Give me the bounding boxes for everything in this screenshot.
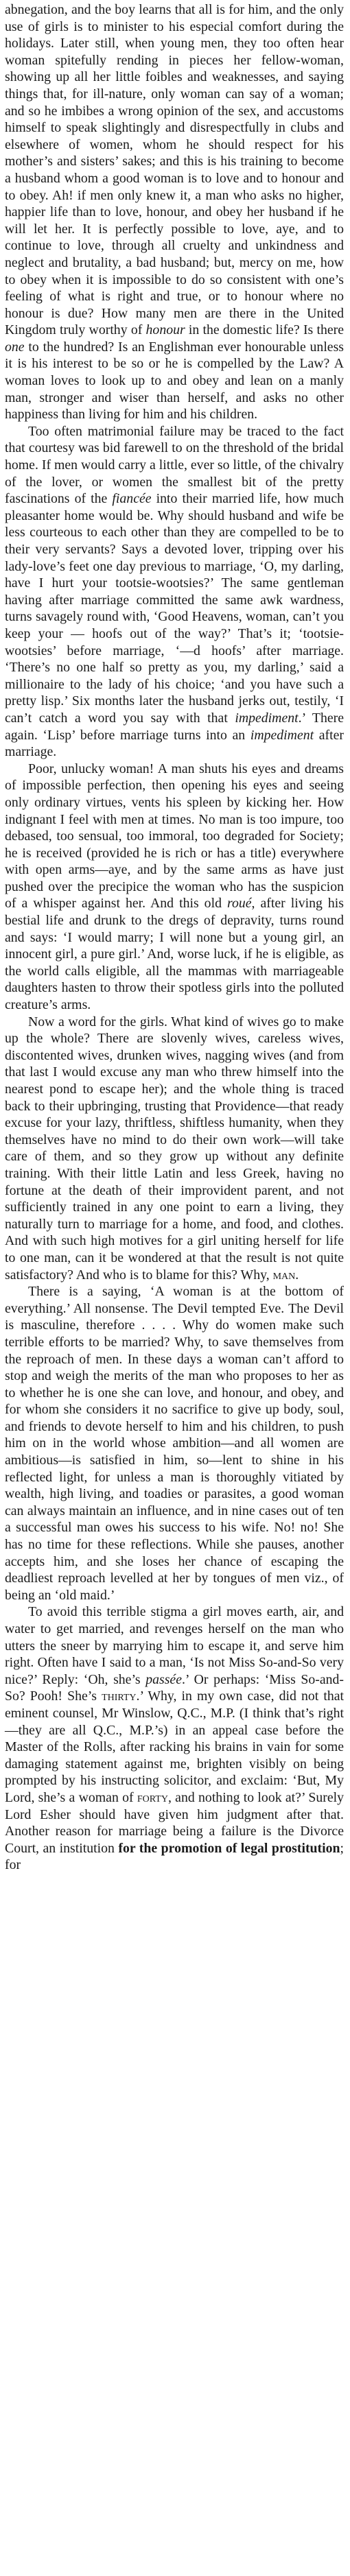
article-body: [5, 1, 344, 1874]
article-paragraph: There is a saying, ‘A woman is at the bottom of everything.’ All nonsense. The Devil tempted Eve. The Devil is masculine, therefore . . . . Why do women make such terrible efforts to be married? Why, to save themselves from the reproach of men. In these days a woman can’t afford to stop and weigh the merits of the man who proposes to her as to whether he is one she can love, and honour, and obey, and for whom she considers it no sacrifice to give up body, soul, and friends to devote herself to him and his children, to push him on in the world whose ambition—and all women are ambitious—is satisfied in him, so—lent to shine in his reflected light, for unless a man is thoroughly vitiated by wealth, high living, and toadies or parasites, a good woman can always maintain an influence, and in nine cases out of ten a successful man owes his success to his wife. No! no! She has no time for these reflections. While she pauses, another accepts him, and she loses her chance of escaping the deadliest reproach levelled at her by tongues of men viz., of being an ‘old maid.’: [5, 1284, 344, 1603]
article-paragraph: abnegation, and the boy learns that all is for him, and the only use of girls is to minister to his especial comfort during the holidays. Later still, when young men, they too often hear woman spitefully rending in pieces her fellow-woman, showing up all her little foibles and weaknesses, and saying things that, for ill-nature, only woman can say of a woman; and so he imbibes a wrong opinion of the sex, and accustoms himself to speak slightingly and disrespectfully in clubs and elsewhere of women, whom he should respect for his mother’s and sisters’ sakes; and this is his training to become a husband whom a good woman is to love and to honour and to obey. Ah! if men only knew it, a man who asks no higher, happier life than to love, honour, and obey her husband if he will let her. It is perfectly possible to love, aye, and to continue to love, through all cruelty and unkindness and neglect and brutality, a bad husband; but, mercy on me, how to obey when it is impossible to do so consistent with one’s feeling of what is right and true, or to honour where no honour is due? How many men are there in the United Kingdom truly worthy of honour in the domestic life? Is there one to the hundred? Is an Englishman ever honourable unless it is his interest to be so or he is compelled by the Law? A woman loves to look up to and obey and lean on a manly man, stronger and wiser than herself, and asks no other happiness than living for him and his children.: [5, 2, 344, 422]
article-paragraph: Too often matrimonial failure may be traced to the fact that courtesy was bid farewell to on the threshold of the bridal home. If men would carry a little, ever so little, of the chivalry of the lover, or women the smallest bit of the pretty fascinations of the fiancée into their married life, how much pleasanter home would be. Why should husband and wife be less courteous to each other than they are compelled to be to their very servants? Says a devoted lover, tripping over his lady-love’s feet one day previous to marriage, ‘O, my darling, have I hurt your tootsie-wootsies?’ The same gentleman having after marriage committed the same awk wardness, turns savagely round with, ‘Good Heavens, woman, can’t you keep your — hoofs out of the way?’ That’s it; ‘tootsie-wootsies’ before marriage, ‘—d hoofs’ after marriage. ‘There’s no one half so pretty as you, my darling,’ said a millionaire to the lady of his choice; ‘and you have such a pretty lisp.’ Six months later the husband jerks out, testily, ‘I can’t catch a word you say with that impediment.’ There again. ‘Lisp’ before marriage turns into an impediment after marriage.: [5, 423, 344, 760]
article-paragraph: Now a word for the girls. What kind of wives go to make up the whole? There are slovenly wives, careless wives, discontented wives, drunken wives, nagging wives (and from that last I would excuse any man who threw himself into the nearest pond to escape her); and the whole thing is traced back to their upbringing, trusting that Providence—that ready excuse for your lazy, thriftless, shiftless humanity, when they themselves have no mind to do their own work—will take care of them, and so they grow up without any definite training. With their little Latin and less Greek, having no fortune at the death of their improvident parent, and not sufficiently trained in any one point to earn a living, they naturally turn to marriage for a home, and food, and clothes. And with such high motives for a girl uniting herself for life to one man, can it be wondered at that the result is not quite satisfactory? And who is to blame for this? Why, man.: [5, 1014, 344, 1283]
article-paragraph: Poor, unlucky woman! A man shuts his eyes and dreams of impossible perfection, then opening his eyes and seeing only ordinary virtues, vents his spleen by kicking her. How indignant I feel with men at times. No man is too impure, too debased, too sensual, too immoral, too degraded for Society; he is received (provided he is rich or has a title) everywhere with open arms—aye, and by the same arms as have just pushed over the precipice the woman who has the suspicion of a whisper against her. And this old roué, after living his bestial life and drunk to the dregs of depravity, turns round and says: ‘I would marry; I will none but a young girl, an innocent girl, a pure girl.’ And, worse luck, if he is eligible, as the world calls eligible, all the mammas with marriageable daughters hasten to throw their spotless girls into the polluted creature’s arms.: [5, 761, 344, 1013]
article-paragraph: To avoid this terrible stigma a girl moves earth, air, and water to get married, and revenges herself on the man who utters the sneer by marrying him to escape it, and serve him right. Often have I said to a man, ‘Is not Miss So-and-So very nice?’ Reply: ‘Oh, she’s passée.’ Or perhaps: ‘Miss So-and-So? Pooh! She’s thirty.’ Why, in my own case, did not that eminent counsel, Mr Winslow, Q.C., M.P. (I think that’s right—they are all Q.C., M.P.’s) in an appeal case before the Master of the Rolls, after racking his brains in vain for some damaging statement against me, brighten visibly on being prompted by his instructing solicitor, and exclaim: ‘But, My Lord, she’s a woman of forty, and nothing to look at?’ Surely Lord Esher should have given him judgment after that. Another reason for marriage being a failure is the Divorce Court, an institution for the promotion of legal prostitution; for: [5, 1604, 345, 1873]
